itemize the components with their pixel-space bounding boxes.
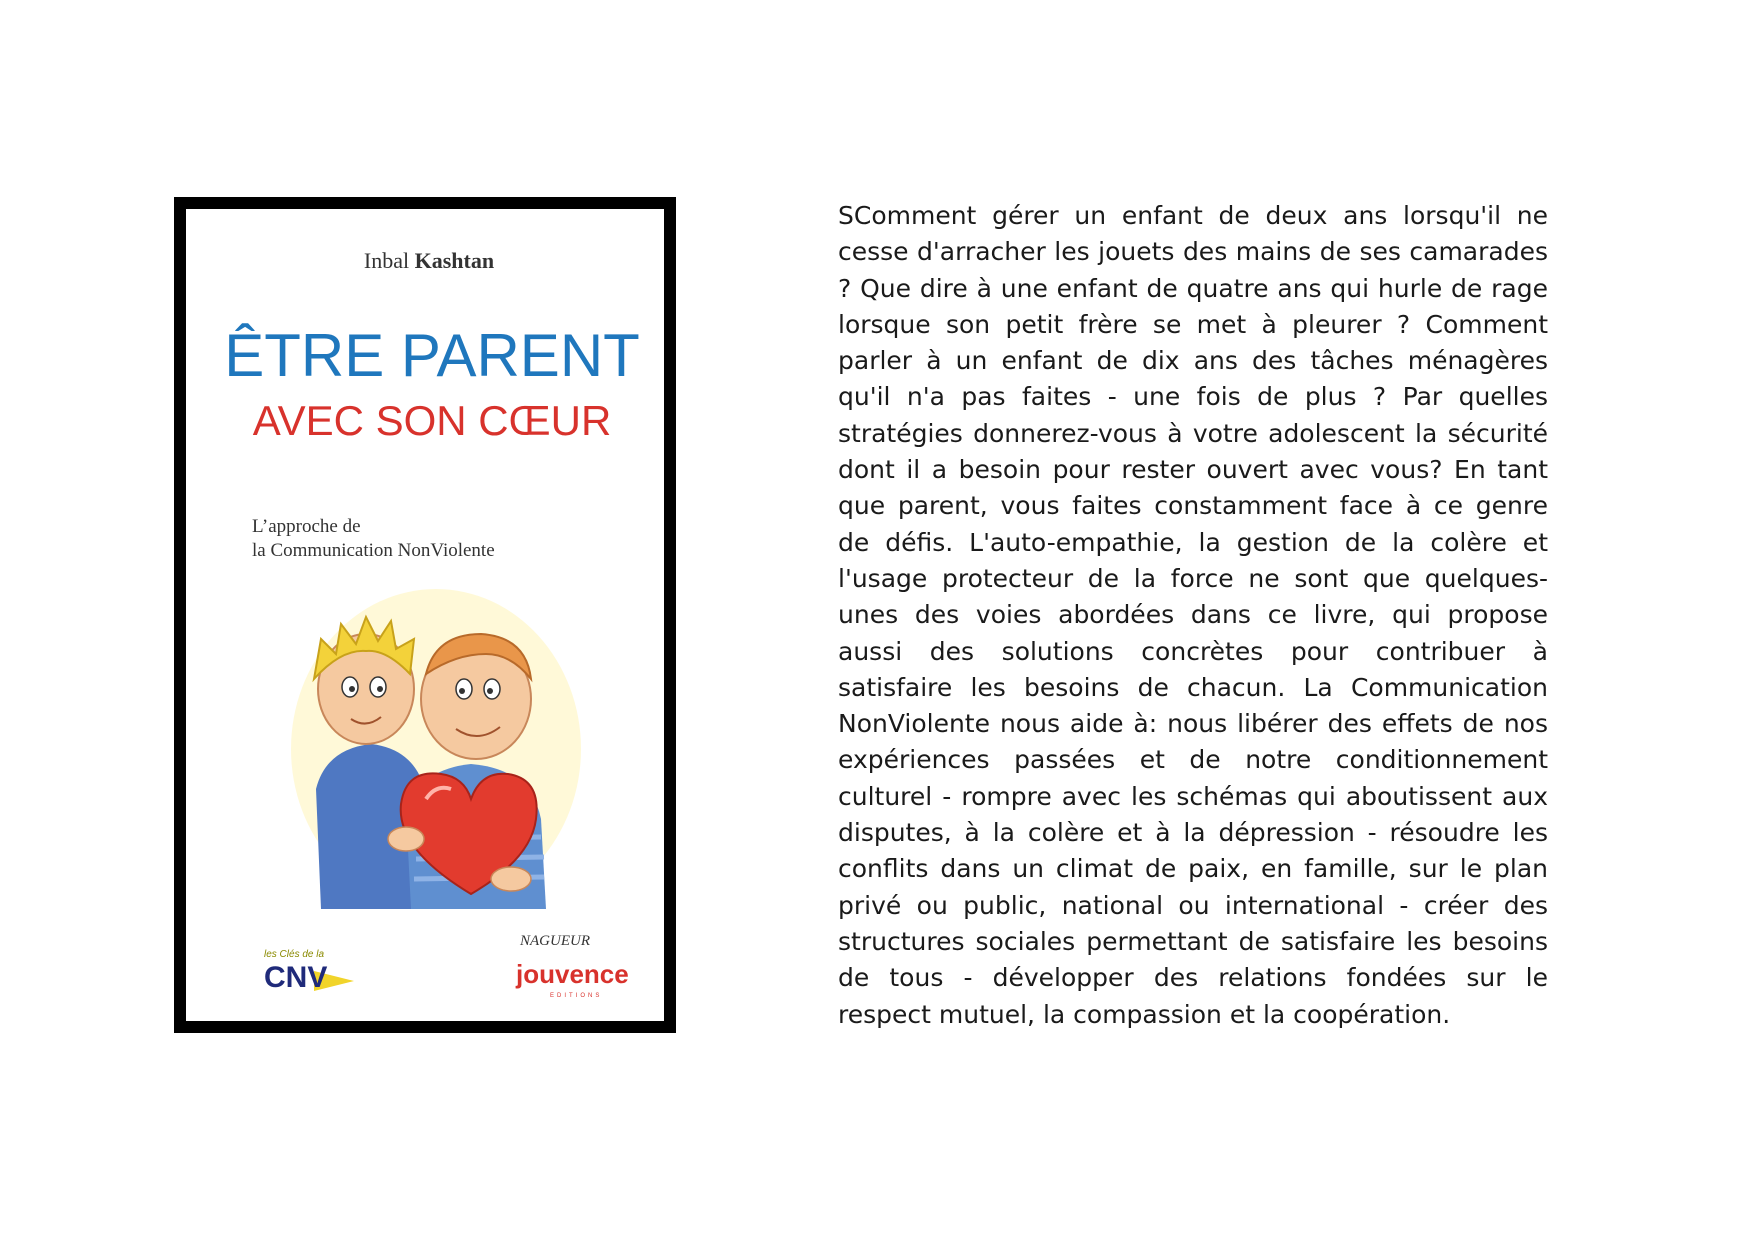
cover-illustration <box>286 579 586 909</box>
child-pupil-right <box>377 686 383 692</box>
book-description: SComment gérer un enfant de deux ans lorsqu'il ne cesse d'arracher les jouets des mains de ses camarades ? Que dire à une enfant de quatre ans qui hurle de rage lorsque son petit frère se met à pleurer ? Comment parler à un enfant de dix ans des tâches ménagères qu'il n'a pas faites - une fois de plus ? Par quelles stratégies donnerez-vous à votre adolescent la sécurité dont il a besoin pour rester ouvert avec vous? En tant que parent, vous faites constamment face à ce genre de défis. L'auto-empathie, la gestion de la colère et l'usage protecteur de la force ne sont que quelques-unes des voies abordées dans ce livre, qui propose aussi des solutions concrètes pour contribuer à satisfaire les besoins de chacun. La Communication NonViolente nous aide à: nous libérer des effets de nos expériences passées et de notre conditionnement culturel - rompre avec les schémas qui aboutissent aux disputes, à la colère et à la dépression - résoudre les conflits dans un climat de paix, en famille, sur le plan privé ou public, national ou international - créer des structures sociales permettant de satisfaire les besoins de tous - développer des relations fondées sur le respect mutuel, la compassion et la coopération. <box>838 201 1548 1029</box>
cover-title-line2: AVEC SON CŒUR <box>252 397 612 444</box>
cnv-collection-logo <box>264 949 374 1009</box>
child-pupil-left <box>349 686 355 692</box>
cnv-collection-label: les Clés de la <box>264 949 325 960</box>
cover-author-first: Inbal <box>363 248 410 273</box>
cover-title-line1: ÊTRE PARENT <box>224 322 640 389</box>
cover-author-last: Kashtan <box>414 248 495 273</box>
publisher-sub: EDITIONS <box>550 993 603 999</box>
cover-author <box>186 248 664 274</box>
cnv-logo-text: CNV <box>264 961 328 994</box>
child-hand <box>388 827 424 851</box>
book-cover-frame <box>174 197 676 1033</box>
book-cover <box>186 209 664 1021</box>
publisher-logo: jouvence <box>516 959 629 989</box>
cover-subtitle-line2: la Communication NonViolente <box>252 540 495 561</box>
parent-pupil-right <box>487 688 493 694</box>
parent-pupil-left <box>459 688 465 694</box>
cover-subtitle <box>252 515 495 563</box>
cover-subtitle-line1: L’approche de <box>252 516 361 537</box>
parent-hand <box>491 867 531 891</box>
illustrator-signature: NAGUEUR <box>520 933 590 949</box>
